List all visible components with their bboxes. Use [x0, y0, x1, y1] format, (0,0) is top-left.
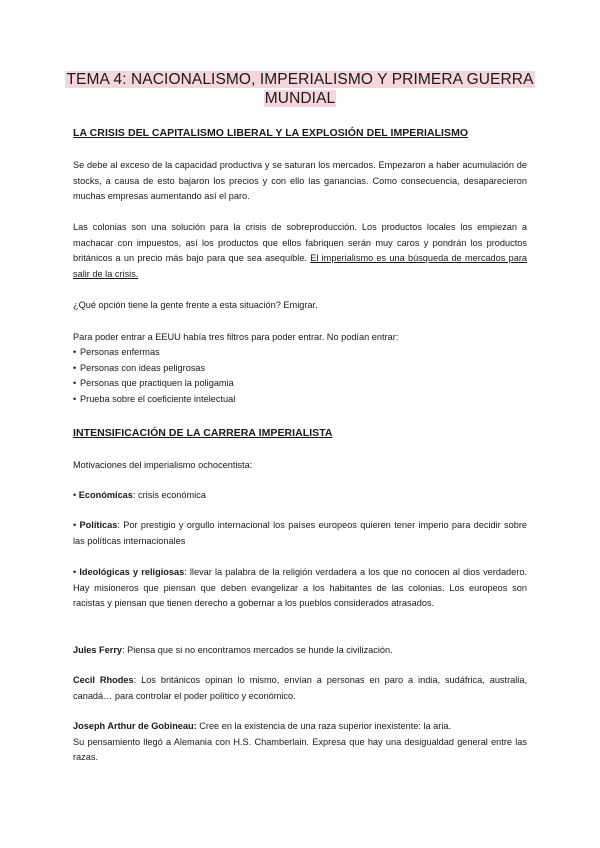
motivation-economic-label: Económicas [78, 490, 133, 500]
cecil-rhodes-label: Cecil Rhodes [73, 675, 134, 685]
motivation-economic-text: : crisis económica [132, 490, 206, 500]
section-heading-imperialism: INTENSIFICACIÓN DE LA CARRERA IMPERIALISTA [73, 427, 333, 439]
motivation-ideological-text: : llevar la palabra de la religión verdadera a los que no conocen al dios verdadero. Hay misioneros que piensan que deben evangelizar a los habitantes de las colonias. Los europeos son racistas y piensan que tienen derecho a gobernar a los pueblos considerados atrasados. [73, 567, 527, 609]
gobineau-text: Cree en la existencia de una raza superior inexistente: la aria. [196, 721, 452, 731]
motivation-ideological-label: Ideológicas y religiosas [79, 567, 185, 577]
title-line-2: MUNDIAL [264, 90, 336, 107]
bullet-icon: • [73, 567, 80, 577]
gobineau-text-2: Su pensamiento llegó a Alemania con H.S. Chamberlain. Expresa que hay una desigualdad general entre las razas. [73, 736, 527, 763]
underlined-key-idea: El imperialismo es una búsqueda de mercados para salir de la crisis. [73, 253, 527, 279]
motivation-economic [73, 488, 527, 504]
cecil-rhodes-text: : Los británicos opinan lo mismo, envían a personas en paro a india, sudáfrica, australia, canadá… para controlar el poder político y económico. [73, 675, 527, 701]
jules-ferry-label: Jules Ferry [73, 645, 123, 655]
title-line-1: TEMA 4: NACIONALISMO, IMPERIALISMO Y PRIMERA GUERRA [66, 71, 534, 88]
gobineau-label: Joseph Arthur de Gobineau: [73, 721, 197, 731]
list-item: • Personas con ideas peligrosas [73, 361, 235, 377]
motivation-ideological [73, 565, 527, 612]
list-item: • Prueba sobre el coeficiente intelectual [73, 392, 235, 408]
section-heading-crisis: LA CRISIS DEL CAPITALISMO LIBERAL Y LA EXPLOSIÓN DEL IMPERIALISMO [73, 127, 469, 139]
paragraph-usa-filters: Para poder entrar a EEUU había tres filtros para poder entrar. No podían entrar: [73, 332, 399, 342]
motivation-political-label: Políticas [79, 520, 118, 530]
paragraph-emigration: ¿Qué opción tiene la gente frente a esta situación? Emigrar. [73, 300, 318, 310]
paragraph-overproduction: Se debe al exceso de la capacidad productiva y se saturan los mercados. Empezaron a haber acumulación de stocks, a causa de esto bajaron los precios y con ello las ganancias. Como consecuencia, desaparecieron muchas empresas aumentando así el paro. [73, 160, 527, 202]
list-item: • Personas enfermas [73, 345, 235, 361]
motivation-political [73, 518, 527, 549]
paragraph-motivations-intro: Motivaciones del imperialismo ochocentista: [73, 460, 253, 470]
motivation-political-text: : Por prestigio y orgullo internacional los países europeos quieren tener imperio para decidir sobre las políticas internacionales [73, 520, 527, 546]
paragraph-gobineau [73, 719, 527, 766]
list-item: • Personas que practiquen la poligamia [73, 376, 235, 392]
paragraph-colonies [73, 220, 527, 282]
page-title [60, 70, 540, 108]
filters-list [73, 345, 235, 407]
bullet-icon: • [73, 520, 80, 530]
paragraph-cecil-rhodes [73, 673, 527, 704]
bullet-icon: • [73, 490, 79, 500]
jules-ferry-text: : Piensa que si no encontramos mercados se hunde la civilización. [122, 645, 393, 655]
paragraph-colonies-text: Las colonias son una solución para la crisis de sobreproducción. Los productos locales los empiezan a machacar con impuestos, así los productos que ellos fabriquen serán muy caros y pondrán los productos británicos a un precio más bajo para que sea asequible. [73, 222, 527, 264]
paragraph-jules-ferry [73, 643, 527, 659]
